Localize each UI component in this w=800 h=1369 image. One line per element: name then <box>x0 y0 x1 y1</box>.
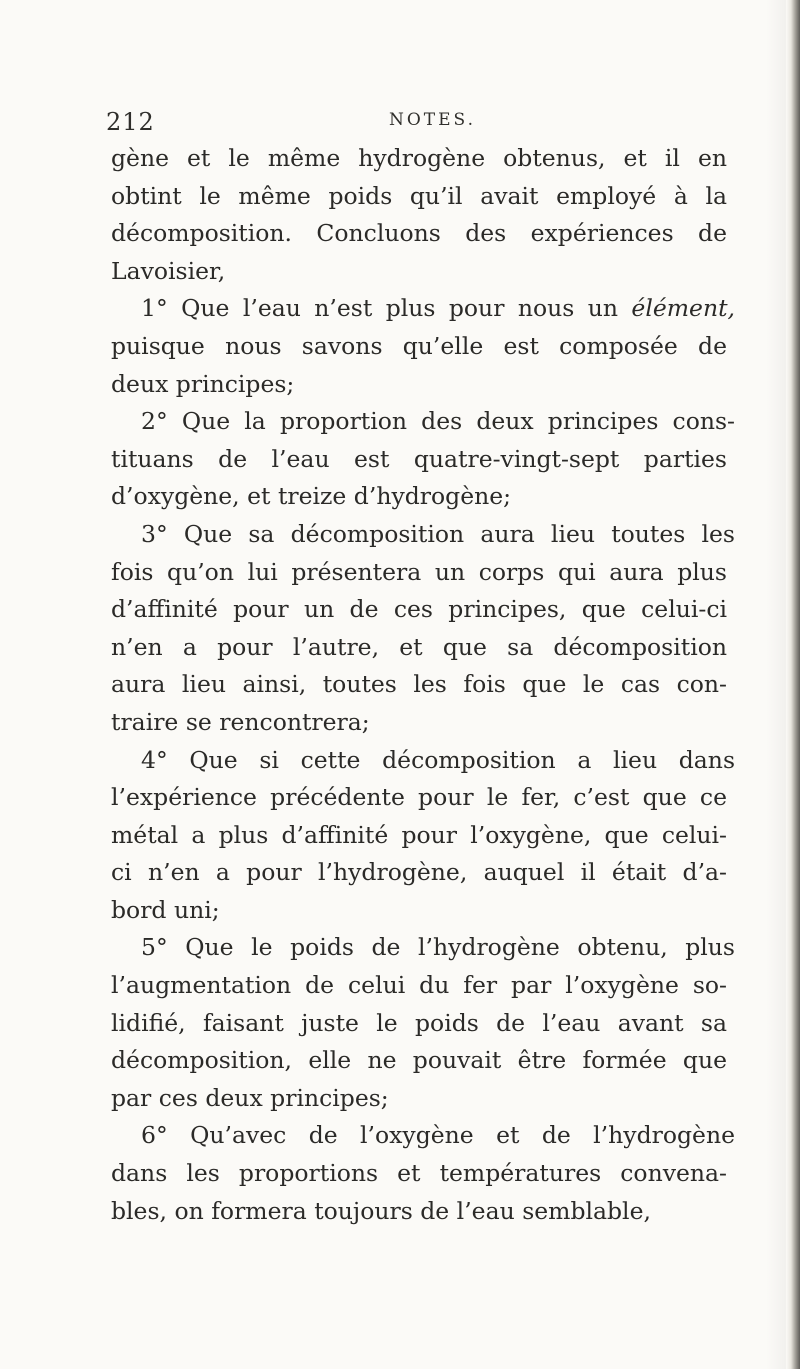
page-number: 212 <box>106 108 155 136</box>
text-line: lidifié, faisant juste le poids de l’eau avant sa <box>111 1008 727 1037</box>
body-text <box>111 140 735 1230</box>
text-line: d’affinité pour un de ces principes, que celui-ci <box>111 595 727 624</box>
emphasis-text: élément, <box>631 294 735 323</box>
text-line: 5° Que le poids de l’hydrogène obtenu, plus <box>141 933 735 962</box>
text-line <box>111 290 735 328</box>
text-line: décomposition, elle ne pouvait être formée que <box>111 1046 727 1075</box>
text-line: par ces deux principes; <box>111 1083 389 1112</box>
running-title: NOTES. <box>389 110 477 130</box>
text-line: métal a plus d’affinité pour l’oxygène, que celui- <box>111 820 727 849</box>
text-line: aura lieu ainsi, toutes les fois que le cas con- <box>111 670 727 699</box>
text-line: l’expérience précédente pour le fer, c’est que ce <box>111 783 727 812</box>
text-line: l’augmentation de celui du fer par l’oxygène so- <box>111 971 727 1000</box>
text-fragment: 1° Que l’eau n’est plus pour nous un <box>141 294 618 323</box>
page-header <box>106 108 718 138</box>
text-line: ci n’en a pour l’hydrogène, auquel il était d’a- <box>111 858 727 887</box>
text-line: bord uni; <box>111 895 220 924</box>
text-line: n’en a pour l’autre, et que sa décomposition <box>111 632 727 661</box>
text-line: 2° Que la proportion des deux principes cons- <box>141 407 735 436</box>
text-line: 6° Qu’avec de l’oxygène et de l’hydrogène <box>141 1121 735 1150</box>
page-edge <box>786 0 800 1369</box>
text-line: Lavoisier, <box>111 256 226 285</box>
text-line: fois qu’on lui présentera un corps qui aura plus <box>111 557 727 586</box>
text-line: dans les proportions et températures convena- <box>111 1159 727 1188</box>
page-gutter-shadow <box>766 0 786 1369</box>
text-line: tituans de l’eau est quatre-vingt-sept parties <box>111 444 727 473</box>
text-line: gène et le même hydrogène obtenus, et il en <box>111 144 727 172</box>
text-line: d’oxygène, et treize d’hydrogène; <box>111 482 512 511</box>
text-line: obtint le même poids qu’il avait employé à la <box>111 181 727 210</box>
text-line: bles, on formera toujours de l’eau semblable, <box>111 1196 651 1225</box>
text-line: 4° Que si cette décomposition a lieu dans <box>141 745 735 774</box>
text-line: décomposition. Concluons des expériences de <box>111 219 727 248</box>
text-line: traire se rencontrera; <box>111 707 370 736</box>
text-line: 3° Que sa décomposition aura lieu toutes les <box>141 519 735 548</box>
text-line: puisque nous savons qu’elle est composée de <box>111 331 727 360</box>
text-line: deux principes; <box>111 369 295 398</box>
